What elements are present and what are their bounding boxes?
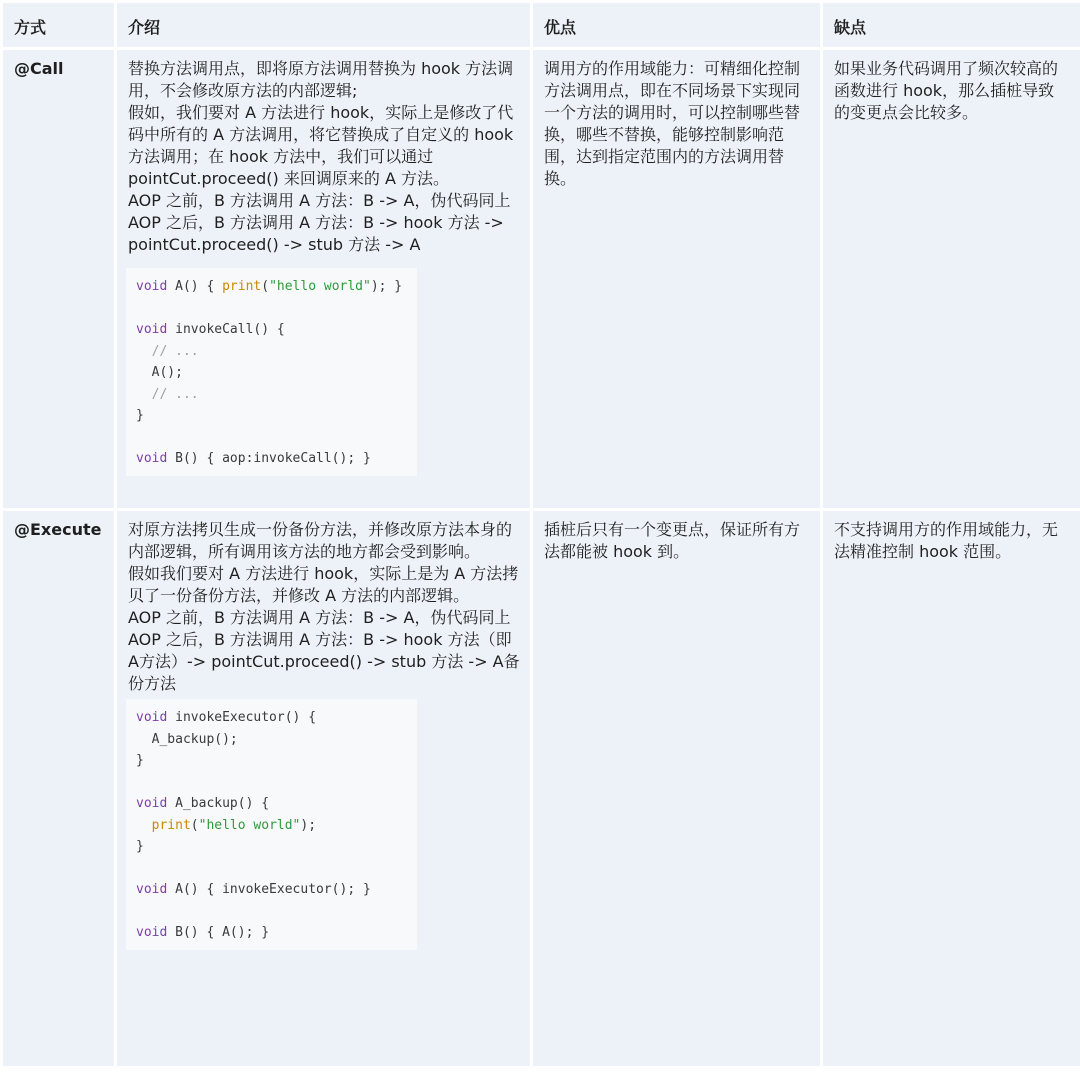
intro-paragraph: 假如，我们要对 A 方法进行 hook，实际上是修改了代码中所有的 A 方法调用，将它替换成了自定义的 hook 方法调用；在 hook 方法中，我们可以通过 pointCut.proceed() 来回调原来的 A 方法。 <box>128 103 514 188</box>
code-line <box>136 298 407 320</box>
code-block <box>126 268 417 476</box>
header-intro: 介绍 <box>117 3 530 47</box>
table-row <box>3 511 1080 1066</box>
code-line: } <box>136 408 144 423</box>
method-cell: @Call <box>3 50 114 508</box>
intro-cell <box>117 511 530 1066</box>
header-method: 方式 <box>3 3 114 47</box>
intro-cell <box>117 50 530 508</box>
code-line: void B() { A(); } <box>136 925 270 940</box>
code-line <box>136 427 407 449</box>
code-line: void B() { aop:invokeCall(); } <box>136 451 371 466</box>
intro-paragraph: AOP 之后，B 方法调用 A 方法：B -> hook 方法 -> pointCut.proceed() -> stub 方法 -> A <box>128 213 504 254</box>
intro-paragraph: AOP 之后，B 方法调用 A 方法：B -> hook 方法（即A方法）-> pointCut.proceed() -> stub 方法 -> A备份方法 <box>128 630 520 693</box>
intro-paragraph: 假如我们要对 A 方法进行 hook，实际上是为 A 方法拷贝了一份备份方法，并修改 A 方法的内部逻辑。 <box>128 564 519 605</box>
table-row <box>3 50 1080 508</box>
code-line <box>136 772 407 794</box>
code-line: } <box>136 839 144 854</box>
cons-cell: 如果业务代码调用了频次较高的函数进行 hook，那么插桩导致的变更点会比较多。 <box>823 50 1080 508</box>
code-line: // ... <box>136 386 199 402</box>
header-pros: 优点 <box>533 3 820 47</box>
code-line: // ... <box>136 343 199 359</box>
code-line: A(); <box>136 365 183 380</box>
cons-cell: 不支持调用方的作用域能力，无法精准控制 hook 范围。 <box>823 511 1080 1066</box>
code-line: A_backup(); <box>136 731 238 747</box>
code-line: void invokeExecutor() { <box>136 710 317 725</box>
intro-paragraph: AOP 之前，B 方法调用 A 方法：B -> A，伪代码同上 <box>128 608 511 627</box>
code-line: print("hello world"); <box>151 817 317 833</box>
method-cell: @Execute <box>3 511 114 1066</box>
code-block <box>126 699 417 950</box>
code-line: void A() { invokeExecutor(); } <box>136 882 371 897</box>
intro-paragraph: AOP 之前，B 方法调用 A 方法：B -> A，伪代码同上 <box>128 191 511 210</box>
code-line: void A_backup() { <box>136 796 270 811</box>
code-line: void invokeCall() { <box>136 322 285 337</box>
header-row <box>3 3 1080 47</box>
header-cons: 缺点 <box>823 3 1080 47</box>
intro-paragraph: 对原方法拷贝生成一份备份方法，并修改原方法本身的内部逻辑，所有调用该方法的地方都会受到影响。 <box>128 520 513 561</box>
pros-cell: 调用方的作用域能力：可精细化控制方法调用点，即在不同场景下实现同一个方法的调用时，可以控制哪些替换，哪些不替换，能够控制影响范围，达到指定范围内的方法调用替换。 <box>533 50 820 508</box>
pros-cell: 插桩后只有一个变更点，保证所有方法都能被 hook 到。 <box>533 511 820 1066</box>
code-line <box>136 901 407 923</box>
code-line: void A() { print("hello world"); } <box>136 279 403 294</box>
intro-paragraph: 替换方法调用点，即将原方法调用替换为 hook 方法调用，不会修改原方法的内部逻辑; <box>128 59 514 100</box>
code-line: } <box>136 753 144 768</box>
code-line <box>136 858 407 880</box>
